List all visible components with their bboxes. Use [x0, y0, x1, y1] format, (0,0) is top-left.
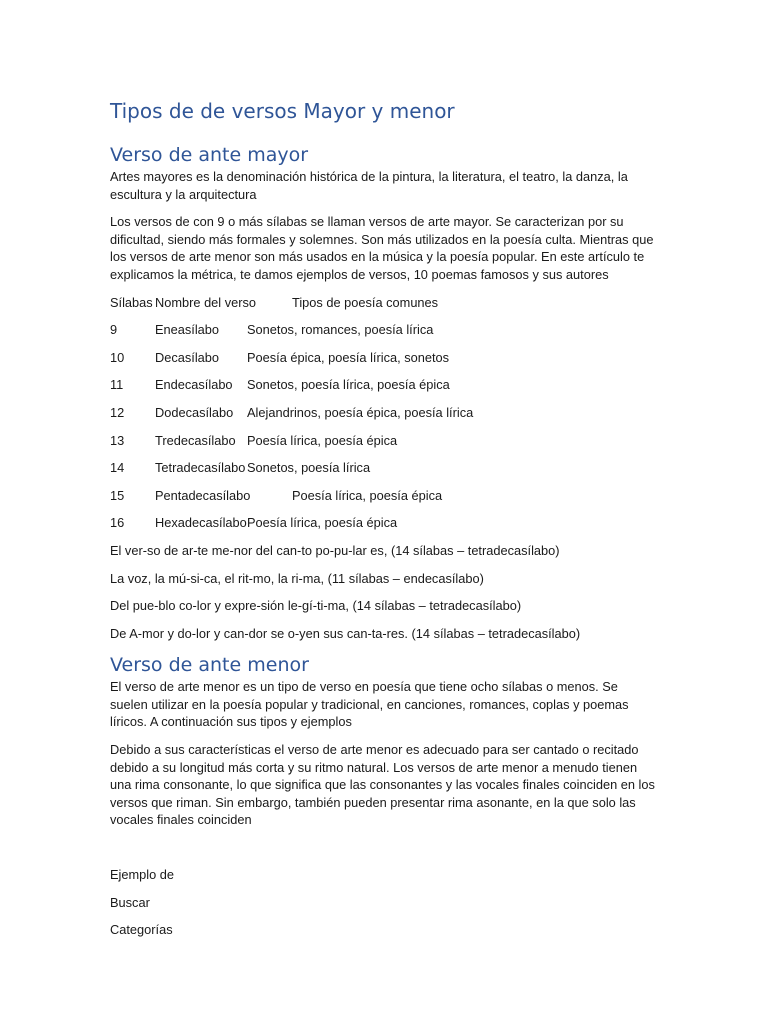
row-silabas: 9	[110, 322, 118, 338]
row-tipos: Poesía épica, poesía lírica, sonetos	[247, 349, 450, 365]
row-silabas: 13	[110, 432, 125, 448]
table-row	[110, 487, 658, 505]
paragraph-arte-menor-caracteristicas: Debido a sus características el verso de arte menor es adecuado para ser cantado o recitado debido a su longitud más corta y su ritmo natural. Los versos de arte menor a menudo tienen una rima consonante, lo que significa que las consonantes y las vocales finales coinciden en los versos que riman. Sin embargo, también pueden presentar rima asonante, en la que solo las vocales finales coinciden	[110, 742, 655, 828]
row-silabas: 16	[110, 515, 125, 531]
footer-buscar: Buscar	[110, 894, 150, 910]
row-silabas: 14	[110, 460, 125, 476]
table-row	[110, 376, 658, 394]
spacer	[110, 839, 658, 866]
row-nombre: Dodecasílabo	[155, 404, 234, 420]
example-line: Del pue-blo co-lor y expre-sión le-gí-ti-ma, (14 sílabas – tetradecasílabo)	[110, 598, 522, 614]
table-row	[110, 514, 658, 532]
row-silabas: 12	[110, 404, 125, 420]
document-title: Tipos de de versos Mayor y menor	[110, 99, 455, 123]
row-nombre: Hexadecasílabo	[155, 515, 247, 531]
table-row	[110, 321, 658, 339]
paragraph-artes-mayores: Artes mayores es la denominación histórica de la pintura, la literatura, el teatro, la danza, la escultura y la arquitectura	[110, 169, 628, 202]
row-nombre: Decasílabo	[155, 349, 220, 365]
example-line: La voz, la mú-si-ca, el rit-mo, la ri-ma, (11 sílabas – endecasílabo)	[110, 570, 484, 586]
row-silabas: 15	[110, 487, 125, 503]
row-tipos: Poesía lírica, poesía épica	[247, 515, 398, 531]
row-nombre: Tetradecasílabo	[155, 460, 246, 476]
row-silabas: 10	[110, 349, 125, 365]
table-row	[110, 349, 658, 367]
heading-verso-mayor: Verso de ante mayor	[110, 144, 309, 166]
footer-ejemplo-de: Ejemplo de	[110, 867, 175, 883]
example-line: De A-mor y do-lor y can-dor se o-yen sus can-ta-res. (14 sílabas – tetradecasílabo)	[110, 625, 581, 641]
table-row	[110, 432, 658, 450]
row-silabas: 11	[110, 377, 124, 393]
row-tipos: Sonetos, poesía lírica, poesía épica	[247, 377, 450, 393]
row-tipos: Sonetos, romances, poesía lírica	[247, 322, 434, 338]
row-tipos: Poesía lírica, poesía épica	[292, 487, 443, 503]
document-page	[110, 96, 658, 949]
heading-verso-menor: Verso de ante menor	[110, 654, 309, 677]
row-nombre: Endecasílabo	[155, 377, 233, 393]
row-tipos: Poesía lírica, poesía épica	[247, 432, 398, 448]
row-tipos: Alejandrinos, poesía épica, poesía lírica	[247, 404, 474, 420]
row-nombre: Tredecasílabo	[155, 432, 236, 448]
table-header-tipos: Tipos de poesía comunes	[292, 294, 439, 310]
row-nombre: Eneasílabo	[155, 322, 220, 338]
table-header-silabas: Sílabas	[110, 294, 153, 310]
table-row	[110, 404, 658, 422]
table-header-nombre: Nombre del verso	[155, 294, 256, 310]
footer-categorias: Categorías	[110, 922, 173, 938]
row-tipos: Sonetos, poesía lírica	[247, 460, 371, 476]
example-line: El ver-so de ar-te me-nor del can-to po-pu-lar es, (14 sílabas – tetradecasílabo)	[110, 542, 560, 558]
paragraph-versos-arte-mayor: Los versos de con 9 o más sílabas se llaman versos de arte mayor. Se caracterizan por su dificultad, siendo más formales y solemnes. Son más utilizados en la poesía culta. Mientras que los versos de arte menor son más usados en la música y la poesía popular. En este artículo te explicamos la métrica, te damos ejemplos de versos, 10 poemas famosos y sus autores	[110, 214, 654, 282]
paragraph-arte-menor-definicion: El verso de arte menor es un tipo de verso en poesía que tiene ocho sílabas o menos. Se suelen utilizar en la poesía popular y tradicional, en canciones, romances, coplas y poemas líricos. A continuación sus tipos y ejemplos	[110, 679, 629, 730]
table-row	[110, 459, 658, 477]
row-nombre: Pentadecasílabo	[155, 487, 251, 503]
table-header-row	[110, 294, 658, 312]
